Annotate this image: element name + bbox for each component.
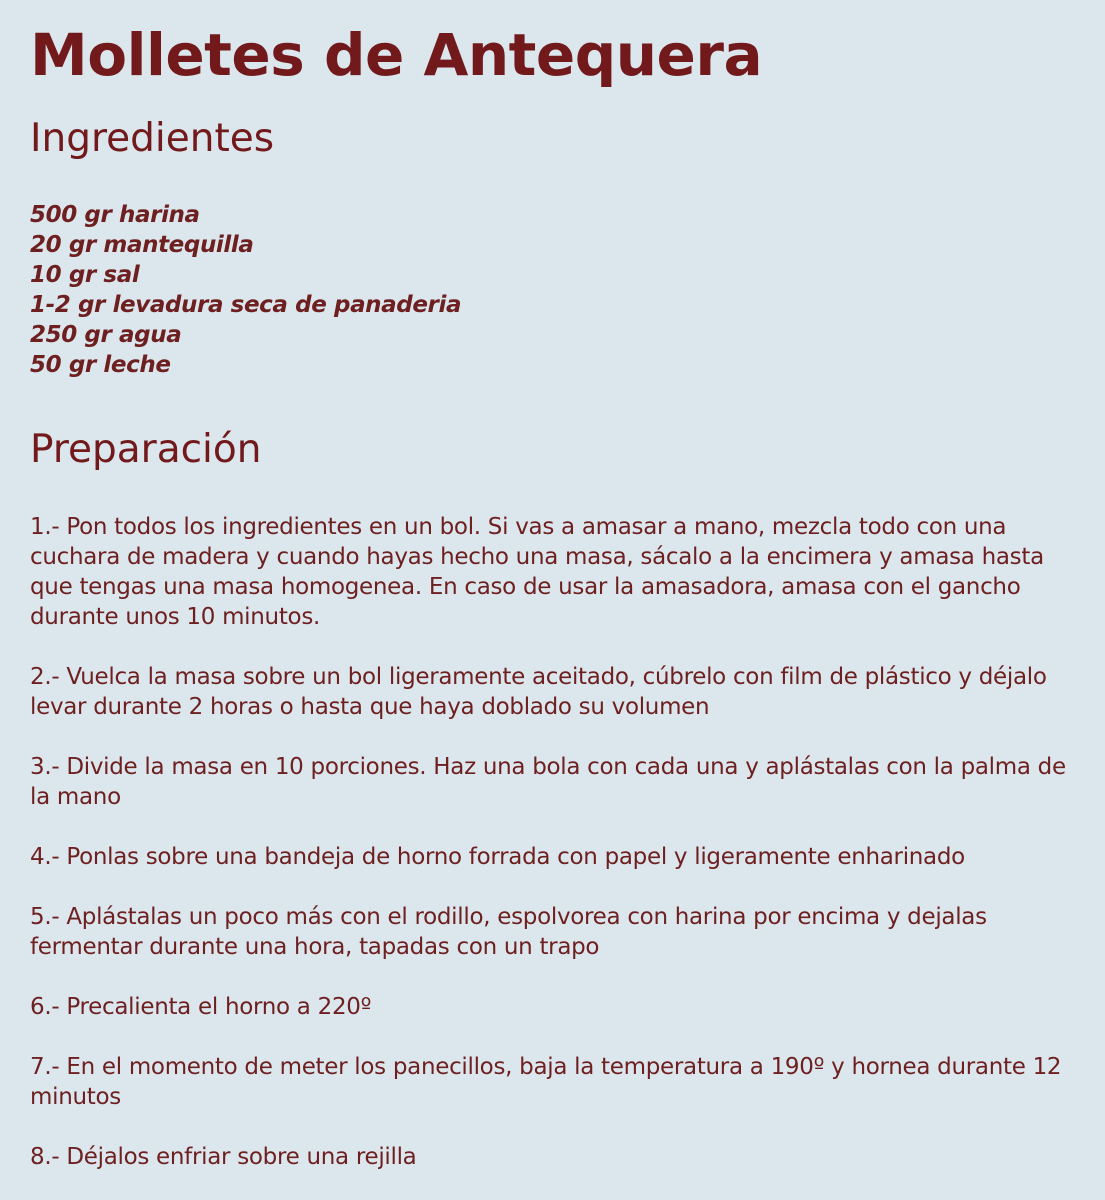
ingredient-item: 10 gr sal xyxy=(30,262,140,288)
step-item: 1.- Pon todos los ingredientes en un bol. Si vas a amasar a mano, mezcla todo con una cuchara de madera y cuando hayas hecho una masa, sácalo a la encimera y amasa hasta que tengas una masa homogenea. En caso de usar la amasadora, amasa con el gancho durante unos 10 minutos. xyxy=(30,514,1044,630)
ingredients-list xyxy=(30,200,1075,380)
step-item: 7.- En el momento de meter los panecillos, baja la temperatura a 190º y hornea durante 12 minutos xyxy=(30,1054,1062,1110)
ingredient-item: 250 gr agua xyxy=(30,322,182,348)
ingredient-item: 500 gr harina xyxy=(30,202,200,228)
preparation-heading: Preparación xyxy=(30,427,262,472)
step-item: 5.- Aplástalas un poco más con el rodillo, espolvorea con harina por encima y dejalas fermentar durante una hora, tapadas con un trapo xyxy=(30,904,987,960)
step-item: 3.- Divide la masa en 10 porciones. Haz una bola con cada una y aplástalas con la palma de la mano xyxy=(30,754,1066,810)
ingredient-item: 50 gr leche xyxy=(30,352,171,378)
step-item: 2.- Vuelca la masa sobre un bol ligeramente aceitado, cúbrelo con film de plástico y déjalo levar durante 2 horas o hasta que haya doblado su volumen xyxy=(30,664,1047,720)
ingredients-heading: Ingredientes xyxy=(30,116,275,161)
ingredient-item: 20 gr mantequilla xyxy=(30,232,254,258)
step-item: 8.- Déjalos enfriar sobre una rejilla xyxy=(30,1144,417,1170)
ingredient-item: 1-2 gr levadura seca de panaderia xyxy=(30,292,462,318)
step-item: 4.- Ponlas sobre una bandeja de horno forrada con papel y ligeramente enharinado xyxy=(30,844,965,870)
step-item: 6.- Precalienta el horno a 220º xyxy=(30,994,372,1020)
recipe-title: Molletes de Antequera xyxy=(30,21,763,89)
preparation-steps xyxy=(30,512,1075,1172)
